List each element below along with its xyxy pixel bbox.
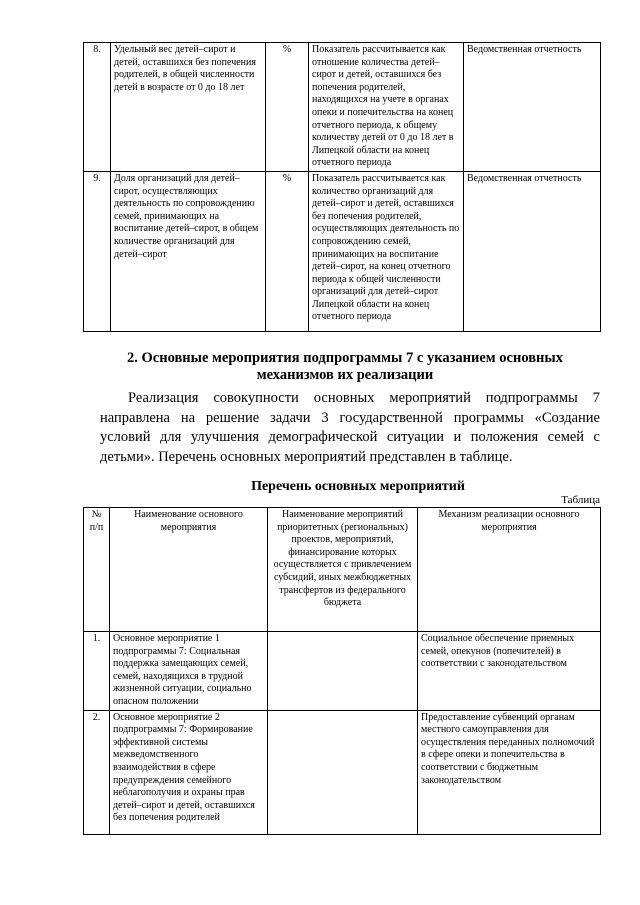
row-number: 2.: [84, 710, 110, 834]
indicator-method: Показатель рассчитывается как отношение количества детей–сирот и детей, оставшихся без попечения родителей, находящихся на учете в органах опеки и попечительства на конец отчетного периода, к общему количеству детей от 0 до 18 лет в Липецкой области на конец отчетного периода: [309, 43, 464, 172]
measure-priority: [268, 632, 418, 711]
indicator-unit: %: [266, 43, 309, 172]
measure-mechanism: Предоставление субвенций органам местного самоуправления для осуществления переданных полномочий в сфере опеки и попечительства в соответствии с бюджетным законодательством: [418, 710, 601, 834]
table-row: [84, 43, 601, 172]
indicator-name: Удельный вес детей–сирот и детей, оставшихся без попечения родителей, в общей численности детей в возрасте от 0 до 18 лет: [111, 43, 266, 172]
section-paragraph: Реализация совокупности основных мероприятий подпрограммы 7 направлена на решение задачи 3 государственной программы «Создание условий для улучшения демографической ситуации и положения семей с детьми». Перечень основных мероприятий представлен в таблице.: [100, 390, 600, 465]
table-header-row: [84, 508, 601, 632]
header-name: Наименование основного мероприятия: [110, 508, 268, 632]
measure-name: Основное мероприятие 2 подпрограммы 7: Формирование эффективной системы межведомственного взаимодействия в сфере предупреждения семейного неблагополучия и охраны прав детей–сирот и детей, оставшихся без попечения родителей: [110, 710, 268, 834]
indicator-method: Показатель рассчитывается как количество организаций для детей–сирот и детей, оставшихся без попечения родителей, осуществляющих деятельность по сопровождению семей, принимающих на воспитание детей–сирот, на конец отчетного периода к общей численности организаций для детей–сирот Липецкой области на конец отчетного периода: [309, 171, 464, 331]
indicator-unit: %: [266, 171, 309, 331]
table-title: Перечень основных мероприятий: [251, 479, 465, 494]
measure-priority: [268, 710, 418, 834]
row-number: 8.: [84, 43, 111, 172]
header-num: № п/п: [84, 508, 110, 632]
row-number: 1.: [84, 632, 110, 711]
header-priority: Наименование мероприятий приоритетных (региональных) проектов, мероприятий, финансирование которых осуществляется с привлечением субсидий, иных межбюджетных трансфертов из федерального бюджета: [268, 508, 418, 632]
section-heading: 2. Основные мероприятия подпрограммы 7 с указанием основных механизмов их реализации: [127, 350, 563, 383]
table-caption: Таблица: [561, 494, 600, 506]
indicator-source: Ведомственная отчетность: [464, 171, 601, 331]
table-row: [84, 632, 601, 711]
measure-name: Основное мероприятие 1 подпрограммы 7: Социальная поддержка замещающих семей, семей, находящихся в трудной жизненной ситуации, социально опасном положении: [110, 632, 268, 711]
indicator-name: Доля организаций для детей–сирот, осуществляющих деятельность по сопровождению семей, принимающих на воспитание детей–сирот, в общем количестве организаций для детей–сирот: [111, 171, 266, 331]
table-row: [84, 171, 601, 331]
measure-mechanism: Социальное обеспечение приемных семей, опекунов (попечителей) в соответствии с законодательством: [418, 632, 601, 711]
table-row: [84, 710, 601, 834]
header-mechanism: Механизм реализации основного мероприятия: [418, 508, 601, 632]
indicator-source: Ведомственная отчетность: [464, 43, 601, 172]
measures-table: [83, 507, 601, 835]
row-number: 9.: [84, 171, 111, 331]
indicators-table: [83, 42, 601, 332]
